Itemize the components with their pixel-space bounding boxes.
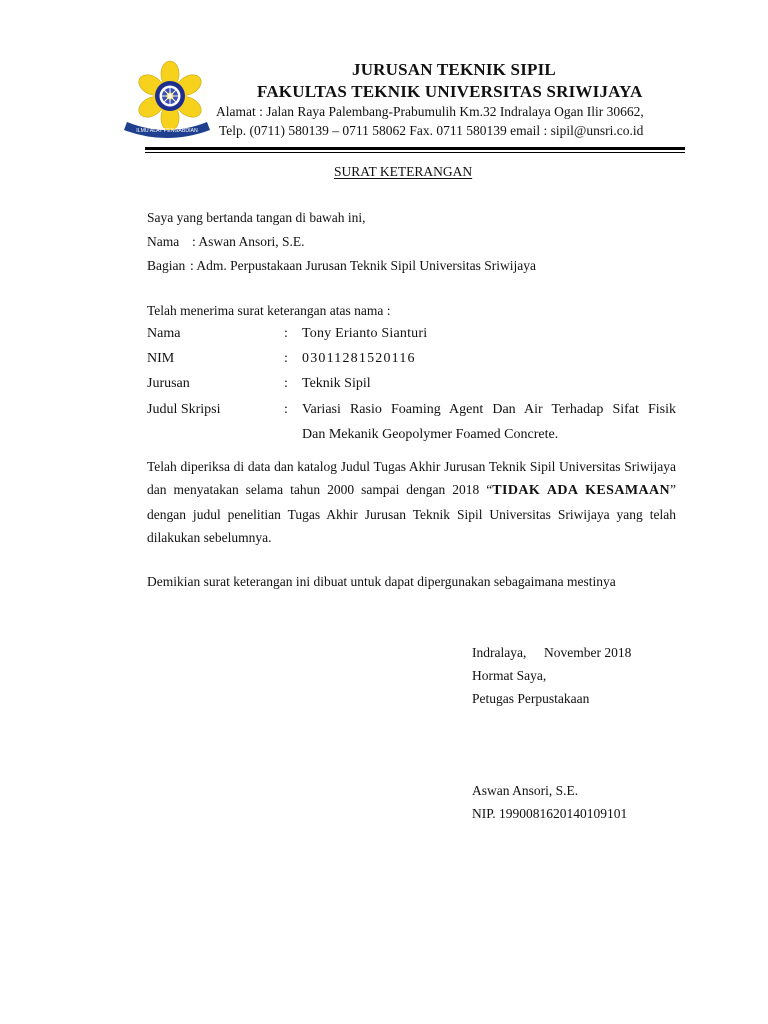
student-major-value: Teknik Sipil	[302, 376, 371, 391]
document-title: SURAT KETERANGAN	[334, 164, 473, 179]
student-nim-value: 03011281520116	[302, 351, 416, 366]
student-field-colon: :	[284, 351, 288, 366]
university-seal-icon	[124, 58, 210, 140]
signature-date: November 2018	[544, 645, 632, 660]
signature-greeting: Hormat Saya,	[472, 668, 547, 683]
student-name-value: Tony Erianto Sianturi	[302, 326, 428, 341]
statement-paragraph: Telah diperiksa di data dan katalog Judul Tugas Akhir Jurusan Teknik Sipil Universitas Sriwijaya dan menyatakan selama tahun 2000 sampai dengan 2018 “TIDAK ADA KESAMAAN” dengan judul penelitian Tugas Akhir Jurusan Teknik Sipil Universitas Sriwijaya yang telah dilakukan sebelumnya.	[147, 459, 676, 545]
faculty-name: FAKULTAS TEKNIK UNIVERSITAS SRIWIJAYA	[257, 82, 643, 101]
thesis-title-line1: Variasi Rasio Foaming Agent Dan Air Terhadap Sifat Fisik	[302, 402, 676, 417]
student-field-colon: :	[284, 326, 288, 341]
signature-nip: NIP. 1990081620140109101	[472, 806, 628, 821]
thesis-title-line2: Dan Mekanik Geopolymer Foamed Concrete.	[302, 427, 559, 442]
signature-role: Petugas Perpustakaan	[472, 691, 590, 706]
student-field-colon: :	[284, 376, 288, 391]
seal-banner-text: ILMU ALAT PENGABDIAN	[136, 128, 198, 134]
department-name: JURUSAN TEKNIK SIPIL	[352, 60, 556, 79]
student-field-label: Nama	[147, 326, 181, 341]
address-line: Alamat : Jalan Raya Palembang-Prabumulih Km.32 Indralaya Ogan Ilir 30662,	[216, 104, 644, 119]
student-field-label: Judul Skripsi	[147, 402, 221, 417]
signature-name: Aswan Ansori, S.E.	[472, 783, 579, 798]
contact-line: Telp. (0711) 580139 – 0711 58062 Fax. 0711 580139 email : sipil@unsri.co.id	[219, 123, 644, 138]
student-field-label: NIM	[147, 351, 175, 366]
signature-place: Indralaya,	[472, 645, 527, 660]
student-field-label: Jurusan	[147, 376, 190, 391]
student-field-colon: :	[284, 402, 288, 417]
signer-position-value: : Adm. Perpustakaan Jurusan Teknik Sipil Universitas Sriwijaya	[190, 258, 537, 273]
intro-text: Saya yang bertanda tangan di bawah ini,	[147, 210, 366, 225]
header-rule-thick	[145, 147, 685, 150]
closing-text: Demikian surat keterangan ini dibuat untuk dapat dipergunakan sebagaimana mestinya	[147, 574, 616, 589]
statement-emphasis: TIDAK ADA KESAMAAN	[492, 483, 670, 499]
signer-name-label: Nama	[147, 234, 180, 249]
header-rule-thin	[145, 152, 685, 153]
signer-name-value: : Aswan Ansori, S.E.	[192, 234, 305, 249]
signer-position-label: Bagian	[147, 258, 186, 273]
received-intro: Telah menerima surat keterangan atas nama :	[147, 303, 391, 318]
